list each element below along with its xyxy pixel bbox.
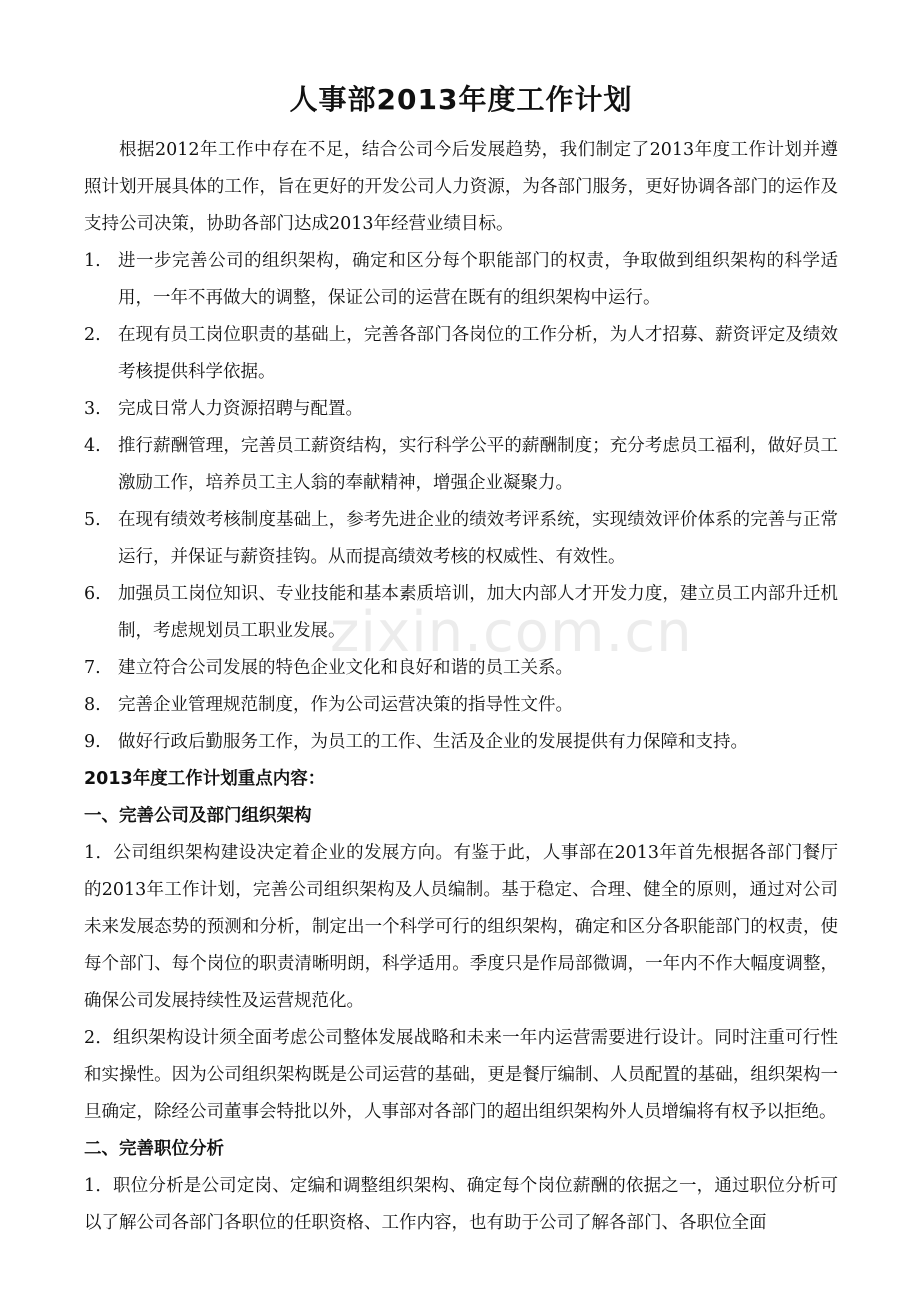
list-item-number: 6. xyxy=(84,584,101,604)
list-item-number: 1. xyxy=(84,251,101,271)
list-item-text: 加强员工岗位知识、专业技能和基本素质培训，加大内部人才开发力度，建立员工内部升迁机制，考虑规划员工职业发展。 xyxy=(118,584,838,641)
list-item xyxy=(84,391,838,428)
list-item-number: 4. xyxy=(84,436,101,456)
list-item-text: 完善企业管理规范制度，作为公司运营决策的指导性文件。 xyxy=(118,695,573,715)
list-item xyxy=(84,243,838,317)
section-paragraph: 1．公司组织架构建设决定着企业的发展方向。有鉴于此，人事部在2013年首先根据各部门餐厅的2013年工作计划，完善公司组织架构及人员编制。基于稳定、合理、健全的原则，通过对公司未来发展态势的预测和分析，制定出一个科学可行的组织架构，确定和区分各职能部门的权责，使每个部门、每个岗位的职责清晰明朗，科学适用。季度只是作局部微调，一年内不作大幅度调整，确保公司发展持续性及运营规范化。 xyxy=(84,843,838,1011)
list-item xyxy=(84,576,838,650)
list-item-number: 8. xyxy=(84,695,101,715)
document-page xyxy=(84,66,838,1242)
list-item xyxy=(84,687,838,724)
list-item-text: 在现有员工岗位职责的基础上，完善各部门各岗位的工作分析，为人才招募、薪资评定及绩效考核提供科学依据。 xyxy=(118,325,838,382)
list-item xyxy=(84,502,838,576)
section-paragraph: 2．组织架构设计须全面考虑公司整体发展战略和未来一年内运营需要进行设计。同时注重可行性和实操性。因为公司组织架构既是公司运营的基础，更是餐厅编制、人员配置的基础，组织架构一旦确定，除经公司董事会特批以外，人事部对各部门的超出组织架构外人员增编将有权予以拒绝。 xyxy=(84,1028,838,1122)
list-item xyxy=(84,428,838,502)
list-item-number: 9. xyxy=(84,732,101,752)
plan-list xyxy=(84,243,838,761)
list-item xyxy=(84,724,838,761)
list-item xyxy=(84,650,838,687)
list-item-text: 完成日常人力资源招聘与配置。 xyxy=(118,399,363,419)
list-item-text: 做好行政后勤服务工作，为员工的工作、生活及企业的发展提供有力保障和支持。 xyxy=(118,732,748,752)
intro-paragraph: 根据2012年工作中存在不足，结合公司今后发展趋势，我们制定了2013年度工作计划并遵照计划开展具体的工作，旨在更好的开发公司人力资源，为各部门服务，更好协调各部门的运作及支持公司决策，协助各部门达成2013年经营业绩目标。 xyxy=(84,140,838,234)
list-item-number: 7. xyxy=(84,658,101,678)
list-item-text: 建立符合公司发展的特色企业文化和良好和谐的员工关系。 xyxy=(118,658,573,678)
list-item-text: 进一步完善公司的组织架构，确定和区分每个职能部门的权责，争取做到组织架构的科学适用，一年不再做大的调整，保证公司的运营在既有的组织架构中运行。 xyxy=(118,251,838,308)
watermark-logo: zixin.com.cn xyxy=(330,600,693,665)
list-item-text: 在现有绩效考核制度基础上，参考先进企业的绩效考评系统，实现绩效评价体系的完善与正常运行，并保证与薪资挂钩。从而提高绩效考核的权威性、有效性。 xyxy=(118,510,838,567)
list-item xyxy=(84,317,838,391)
list-item-number: 2. xyxy=(84,325,101,345)
focus-heading: 2013年度工作计划重点内容： xyxy=(84,769,326,789)
list-item-text: 推行薪酬管理，完善员工薪资结构，实行科学公平的薪酬制度；充分考虑员工福利，做好员工激励工作，培养员工主人翁的奉献精神，增强企业凝聚力。 xyxy=(118,436,838,493)
section-paragraph: 1．职位分析是公司定岗、定编和调整组织架构、确定每个岗位薪酬的依据之一，通过职位分析可以了解公司各部门各职位的任职资格、工作内容，也有助于公司了解各部门、各职位全面 xyxy=(84,1176,838,1233)
list-item-number: 5. xyxy=(84,510,101,530)
list-item-number: 3. xyxy=(84,399,101,419)
section-heading: 一、完善公司及部门组织架构 xyxy=(84,806,312,826)
section-heading: 二、完善职位分析 xyxy=(84,1139,224,1159)
document-title: 人事部2013年度工作计划 xyxy=(289,83,633,116)
